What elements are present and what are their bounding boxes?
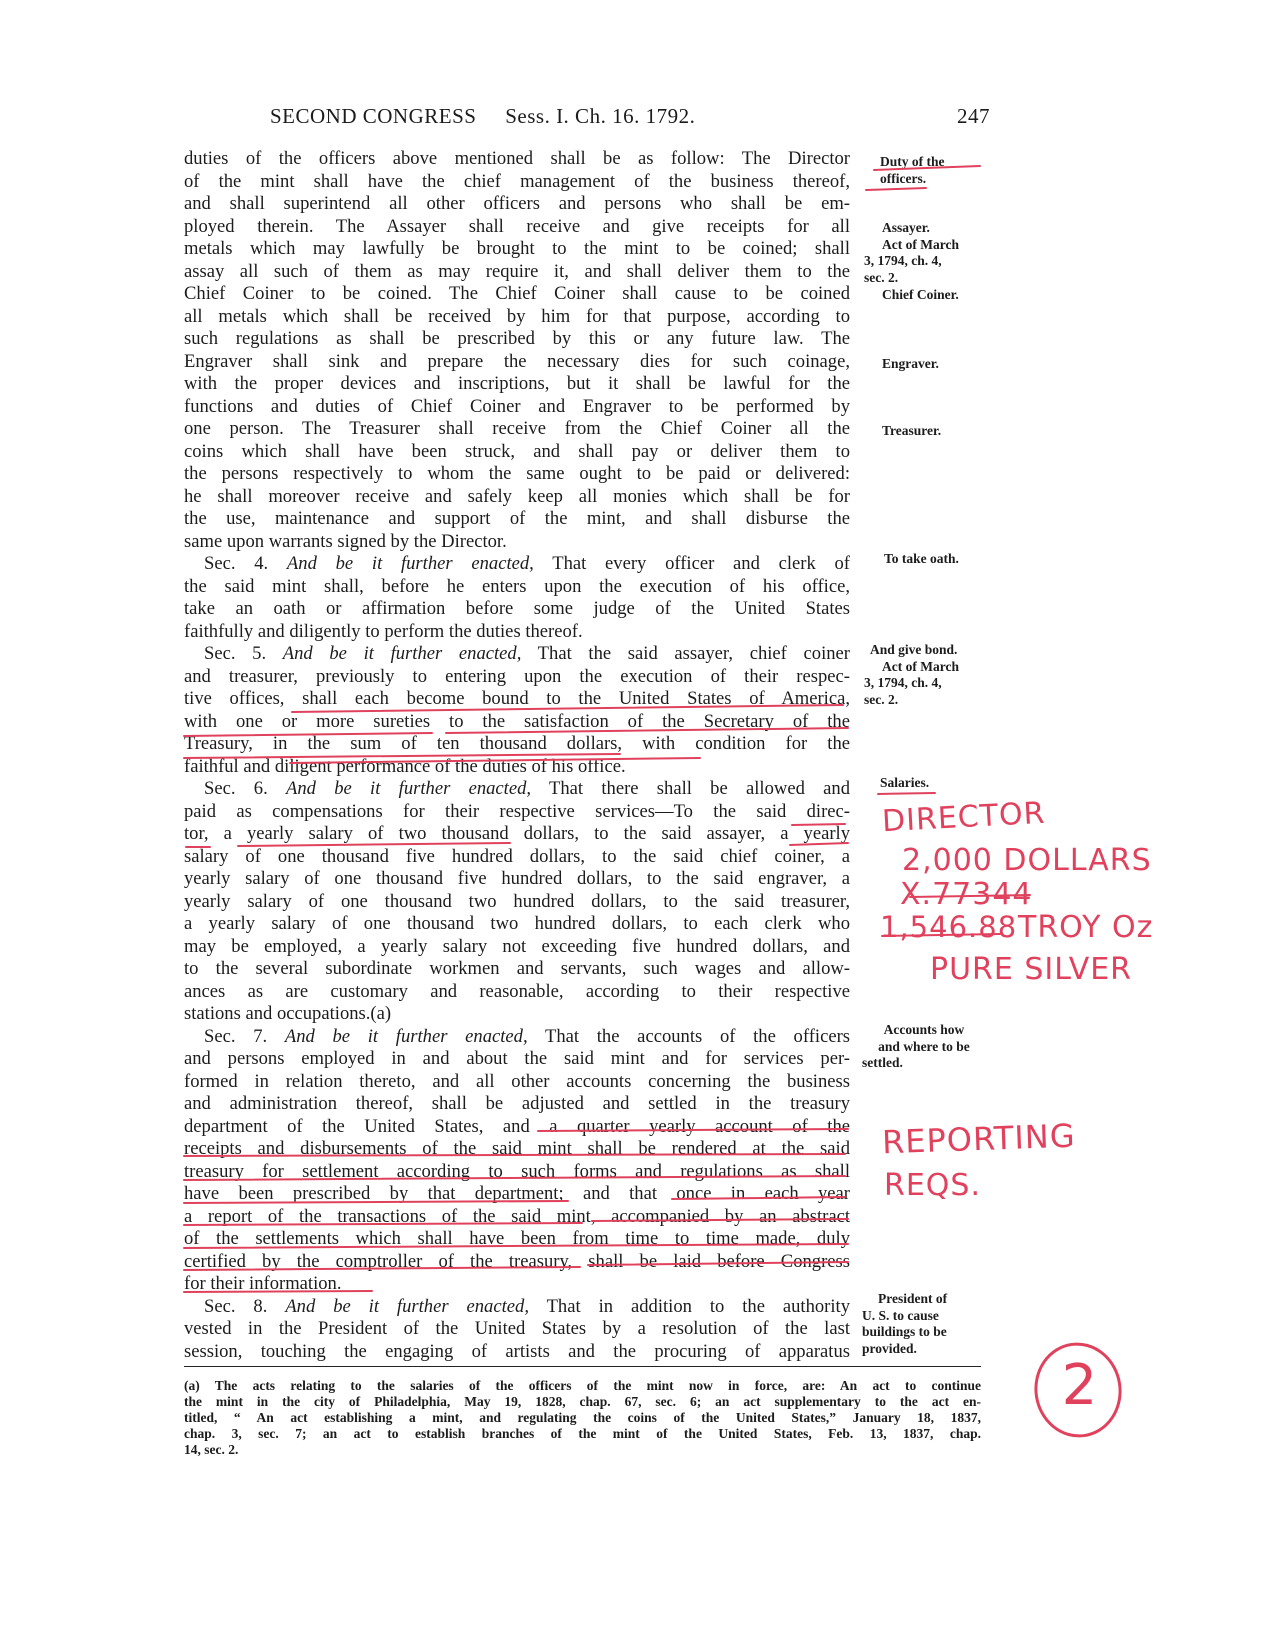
text-line: faithful and diligent performance of the duties of his office.: [184, 755, 626, 777]
margin-note-bond: [864, 642, 1000, 708]
text-line: faithfully and diligently to perform the duties thereof.: [184, 620, 583, 642]
margin-line: President of: [878, 1291, 948, 1306]
footnote-line: chap. 3, sec. 7; an act to establish branches of the mint of the United States, Feb. 13, 1837, chap.: [184, 1426, 981, 1441]
text-line: ances as are customary and reasonable, according to their respective: [184, 980, 850, 1002]
text-line: Treasury, in the sum of ten thousand dollars, with condition for the: [184, 733, 850, 754]
text-line: Sec. 7. And be it further enacted, That the accounts of the officers: [204, 1025, 850, 1047]
text-line: of the mint shall have the chief management of the business thereof,: [184, 170, 850, 192]
text-line: take an oath or affirmation before some judge of the United States: [184, 598, 850, 619]
text-line: for their information.: [184, 1273, 342, 1294]
underline-officers: [866, 188, 926, 190]
text-line: have been prescribed by that department; and that once in each year: [184, 1183, 850, 1204]
running-head: [270, 104, 695, 129]
text-line: paid as compensations for their respective services—To the said direc-: [184, 800, 850, 822]
margin-note-chief-coiner: Chief Coiner.: [882, 287, 959, 302]
text-line: all metals which shall be received by him for that purpose, according to: [184, 305, 850, 327]
text-line: yearly salary of one thousand five hundred dollars, to the said engraver, a: [184, 868, 850, 889]
text-line: certified by the comptroller of the treasury, shall be laid before Congress: [184, 1250, 850, 1272]
text-line: receipts and disbursements of the said mint shall be rendered at the said: [184, 1138, 850, 1159]
margin-line: U. S. to cause: [862, 1307, 939, 1323]
text-line: he shall moreover receive and safely keep all monies which shall be for: [184, 485, 850, 507]
text-line: such regulations as shall be prescribed by this or any future law. The: [184, 328, 850, 349]
text-line: vested in the President of the United States by a resolution of the last: [184, 1318, 850, 1339]
enacting-clause: And be it further enacted,: [284, 1025, 528, 1047]
text-line: and treasurer, previously to entering upon the execution of their respec-: [184, 665, 850, 687]
margin-line: sec. 2.: [864, 691, 899, 707]
annotation-multiplier: X.77344: [900, 877, 1033, 912]
statute-text: [184, 148, 850, 1363]
annotation-reqs: REQS.: [884, 1168, 981, 1203]
annotation-unit: TROY Oz: [1018, 910, 1154, 945]
annotation-reporting: REPORTING: [881, 1116, 1077, 1162]
text-line: with the proper devices and inscriptions, but it shall be lawful for the: [184, 373, 850, 394]
text-line: tor, a yearly salary of two thousand dollars, to the said assayer, a yearly: [184, 823, 850, 844]
enacting-clause: And be it further enacted,: [286, 778, 532, 799]
text-line: yearly salary of one thousand two hundred dollars, to the said treasurer,: [184, 890, 850, 912]
margin-note-engraver: Engraver.: [882, 356, 939, 371]
text-line: functions and duties of Chief Coiner and Engraver to be performed by: [184, 395, 850, 417]
margin-note-assayer: [864, 220, 1012, 286]
margin-line: Act of March: [882, 658, 959, 674]
margin-line: sec. 2.: [864, 269, 899, 285]
margin-line: 3, 1794, ch. 4,: [864, 253, 942, 268]
page-number: 247: [957, 104, 990, 128]
text-line: coins which shall have been struck, and shall pay or deliver them to: [184, 440, 850, 462]
text-line: the said mint shall, before he enters upon the execution of his office,: [184, 575, 850, 597]
text-line: duties of the officers above mentioned shall be as follow: The Director: [184, 148, 850, 169]
running-head-title: SECOND CONGRESS: [270, 104, 477, 128]
text-line: stations and occupations.(a): [184, 1003, 392, 1024]
margin-note-oath: To take oath.: [884, 551, 959, 566]
text-line: a yearly salary of one thousand two hundred dollars, to each clerk who: [184, 913, 850, 934]
text-line: may be employed, a yearly salary not exceeding five hundred dollars, and: [184, 935, 850, 957]
margin-line: And give bond.: [870, 642, 958, 657]
text-line: Engraver shall sink and prepare the necessary dies for such coinage,: [184, 350, 850, 372]
text-line: treasury for settlement according to such forms and regulations as shall: [184, 1160, 850, 1182]
text-line: and shall superintend all other officers and persons who shall be em-: [184, 193, 850, 214]
margin-line: provided.: [862, 1340, 917, 1356]
text-line: formed in relation thereto, and all other accounts concerning the business: [184, 1070, 850, 1092]
page-header: [270, 104, 990, 134]
text-line: Sec. 4. And be it further enacted, That every officer and clerk of: [204, 553, 850, 574]
enacting-clause: And be it further enacted,: [282, 643, 522, 664]
running-head-session: Sess. I. Ch. 16. 1792.: [505, 104, 696, 128]
margin-note-duty: [880, 154, 1010, 187]
text-line: one person. The Treasurer shall receive from the Chief Coiner all the: [184, 418, 850, 439]
text-line: ployed therein. The Assayer shall receive and give receipts for all: [184, 215, 850, 237]
text-line: metals which may lawfully be brought to the mint to be coined; shall: [184, 238, 850, 259]
annotation-result: 1,546.88: [880, 910, 1018, 944]
text-line: department of the United States, and a quarter yearly account of the: [184, 1115, 850, 1137]
text-line: Sec. 5. And be it further enacted, That the said assayer, chief coiner: [204, 643, 850, 664]
margin-line: Duty of the: [880, 154, 945, 169]
text-line: a report of the transactions of the said mint, accompanied by an abstract: [184, 1205, 850, 1227]
enacting-clause: And be it further enacted,: [285, 1295, 529, 1317]
text-line: session, touching the engaging of artists and the procuring of apparatus: [184, 1340, 850, 1362]
annotation-page-circle-number: 2: [1061, 1353, 1099, 1418]
margin-line: buildings to be: [862, 1324, 947, 1339]
text-line: Sec. 6. And be it further enacted, That there shall be allowed and: [204, 778, 850, 799]
enacting-clause: And be it further enacted,: [286, 553, 534, 574]
text-line: of the settlements which shall have been from time to time made, duly: [184, 1228, 850, 1249]
footnote-line: 14, sec. 2.: [184, 1442, 239, 1457]
footnote-line: the mint in the city of Philadelphia, May 19, 1828, chap. 67, sec. 6; an act supplementary to the act en-: [184, 1394, 981, 1409]
margin-note-accounts: [862, 1022, 986, 1072]
text-line: Sec. 8. And be it further enacted, That in addition to the authority: [204, 1295, 850, 1317]
text-line: tive offices, shall each become bound to the United States of America,: [184, 688, 850, 709]
margin-line: settled.: [862, 1055, 903, 1070]
margin-line: Act of March: [882, 236, 959, 252]
text-line: the use, maintenance and support of the mint, and shall disburse the: [184, 508, 850, 529]
underline-salaries: [878, 793, 935, 794]
text-line: salary of one thousand five hundred dollars, to the said chief coiner, a: [184, 845, 850, 867]
text-line: Chief Coiner to be coined. The Chief Coiner shall cause to be coined: [184, 283, 850, 304]
text-line: to the several subordinate workmen and servants, such wages and allow-: [184, 958, 850, 979]
margin-note-president: [862, 1291, 984, 1357]
footnote-line: (a) The acts relating to the salaries of the officers of the mint now in force, are: An act to continue: [184, 1378, 981, 1393]
text-line: the persons respectively to whom the same ought to be paid or delivered:: [184, 463, 850, 484]
margin-line: officers.: [880, 170, 927, 186]
margin-line: Accounts how: [883, 1022, 965, 1037]
footnote: [184, 1378, 981, 1458]
text-line: with one or more sureties to the satisfaction of the Secretary of the: [184, 710, 850, 732]
text-line: and persons employed in and about the said mint and for services per-: [184, 1048, 850, 1069]
margin-note-salaries: Salaries.: [880, 775, 930, 790]
margin-line: 3, 1794, ch. 4,: [864, 675, 942, 690]
annotation-amount: 2,000 DOLLARS: [902, 843, 1152, 878]
footnote-line: titled, “ An act establishing a mint, and regulating the coins of the United States,” January 18, 1837,: [184, 1410, 981, 1425]
margin-note-treasurer: Treasurer.: [882, 423, 942, 438]
text-line: assay all such of them as may require it, and shall deliver them to the: [184, 260, 850, 282]
annotation-director: DIRECTOR: [881, 795, 1047, 840]
text-line: and administration thereof, shall be adjusted and settled in the treasury: [184, 1093, 850, 1114]
margin-line: Assayer.: [882, 220, 930, 235]
text-line: same upon warrants signed by the Director.: [184, 530, 507, 552]
annotation-metal: PURE SILVER: [930, 952, 1133, 987]
footnote-rule: [184, 1366, 981, 1367]
margin-line: and where to be: [878, 1038, 970, 1054]
